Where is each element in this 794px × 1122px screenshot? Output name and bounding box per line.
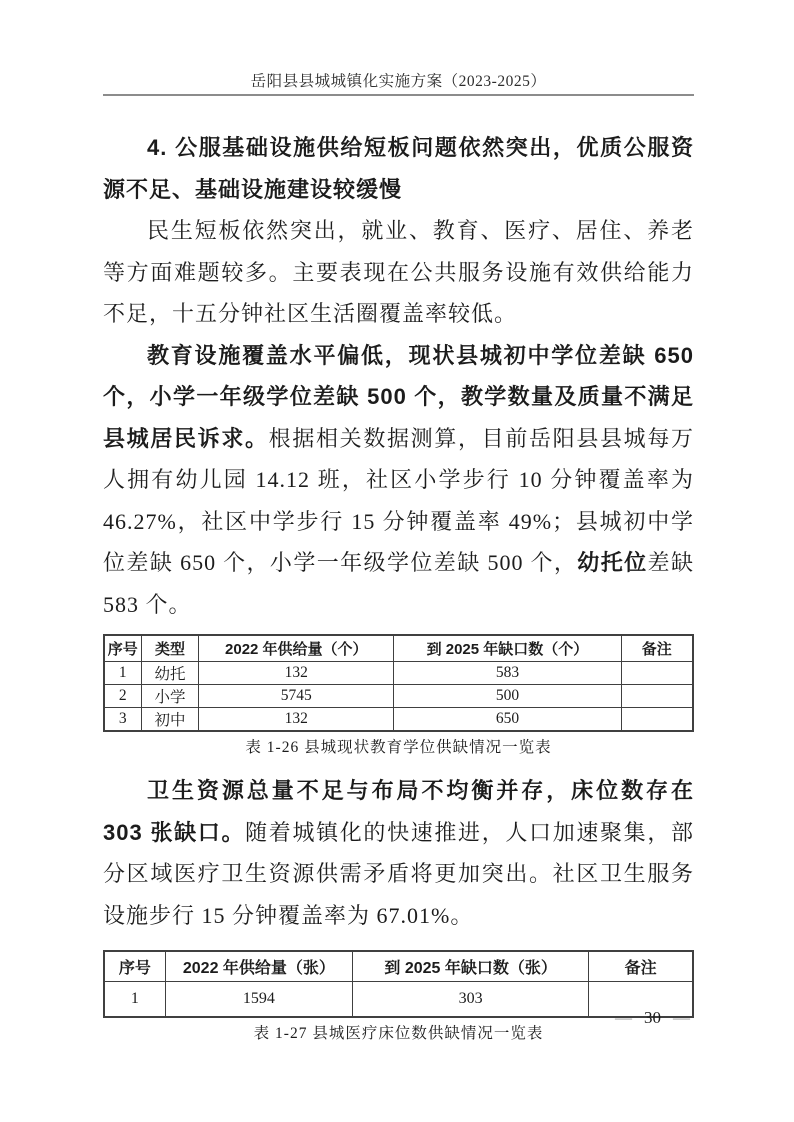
hospital-bed-gap-table bbox=[103, 950, 694, 1018]
table-cell: 初中 bbox=[141, 708, 199, 732]
document-content bbox=[103, 127, 694, 1056]
bold-text-run: 幼托位 bbox=[577, 550, 648, 575]
paragraph-education bbox=[103, 335, 694, 626]
column-header: 类型 bbox=[141, 635, 199, 662]
column-header: 到 2025 年缺口数（个） bbox=[394, 635, 621, 662]
table-cell: 1594 bbox=[165, 982, 352, 1018]
table-cell: 132 bbox=[199, 708, 394, 732]
header-rule bbox=[103, 94, 694, 96]
column-header: 备注 bbox=[589, 951, 693, 982]
table-cell: 2 bbox=[104, 685, 141, 708]
table-row bbox=[104, 662, 693, 685]
header-title: 岳阳县县城城镇化实施方案（2023-2025） bbox=[250, 73, 547, 90]
table-cell: 3 bbox=[104, 708, 141, 732]
table-cell: 583 bbox=[394, 662, 621, 685]
table-row bbox=[104, 685, 693, 708]
table-row bbox=[104, 708, 693, 732]
education-seat-gap-table bbox=[103, 634, 694, 732]
column-header: 到 2025 年缺口数（张） bbox=[353, 951, 589, 982]
page-footer bbox=[615, 1008, 690, 1028]
column-header: 2022 年供给量（张） bbox=[165, 951, 352, 982]
table-cell: 132 bbox=[199, 662, 394, 685]
table-cell: 1 bbox=[104, 982, 165, 1018]
table-header-row bbox=[104, 635, 693, 662]
footer-dash-right: — bbox=[673, 1008, 690, 1027]
bold-text-run: 卫生资源总量不足与布局不均衡并存，床位数存在 303 张缺口。 bbox=[103, 778, 694, 845]
section-heading bbox=[103, 127, 694, 210]
table-cell: 650 bbox=[394, 708, 621, 732]
table2-caption: 表 1-27 县城医疗床位数供缺情况一览表 bbox=[253, 1025, 544, 1042]
text-run: 根据相关数据测算，目前岳阳县县城每万人拥有幼儿园 14.12 班，社区小学步行 10 分钟覆盖率为 46.27%，社区中学步行 15 分钟覆盖率 49%；县城初中学位差缺 650 个，小学一年级学位差缺 500 个， bbox=[103, 425, 694, 575]
table-cell: 幼托 bbox=[141, 662, 199, 685]
text-run: 差缺 583 个。 bbox=[103, 550, 694, 617]
table-header-row bbox=[104, 951, 693, 982]
table-cell: 1 bbox=[104, 662, 141, 685]
table-cell: 303 bbox=[353, 982, 589, 1018]
column-header: 2022 年供给量（个） bbox=[199, 635, 394, 662]
paragraph-livelihood bbox=[103, 210, 694, 335]
column-header: 序号 bbox=[104, 635, 141, 662]
table-cell bbox=[621, 662, 693, 685]
table-cell bbox=[621, 685, 693, 708]
bold-text-run: 4. 公服基础设施供给短板问题依然突出，优质公服资源不足、基础设施建设较缓慢 bbox=[103, 135, 694, 202]
footer-dash-left: — bbox=[615, 1008, 632, 1027]
column-header: 备注 bbox=[621, 635, 693, 662]
table-row bbox=[104, 982, 693, 1018]
paragraph-health bbox=[103, 770, 694, 936]
table-cell: 5745 bbox=[199, 685, 394, 708]
text-run: 随着城镇化的快速推进，人口加速聚集，部分区域医疗卫生资源供需矛盾将更加突出。社区卫生服务设施步行 15 分钟覆盖率为 67.01%。 bbox=[103, 819, 694, 928]
column-header: 序号 bbox=[104, 951, 165, 982]
table-cell: 500 bbox=[394, 685, 621, 708]
bold-text-run: 教育设施覆盖水平偏低，现状县城初中学位差缺 650 个，小学一年级学位差缺 500 个，教学数量及质量不满足县城居民诉求。 bbox=[103, 342, 694, 451]
table-cell: 小学 bbox=[141, 685, 199, 708]
text-run: 民生短板依然突出，就业、教育、医疗、居住、养老等方面难题较多。主要表现在公共服务设施有效供给能力不足，十五分钟社区生活圈覆盖率较低。 bbox=[103, 218, 694, 326]
table1-caption: 表 1-26 县城现状教育学位供缺情况一览表 bbox=[245, 739, 552, 756]
page-number: 30 bbox=[644, 1008, 661, 1027]
table-cell bbox=[621, 708, 693, 732]
